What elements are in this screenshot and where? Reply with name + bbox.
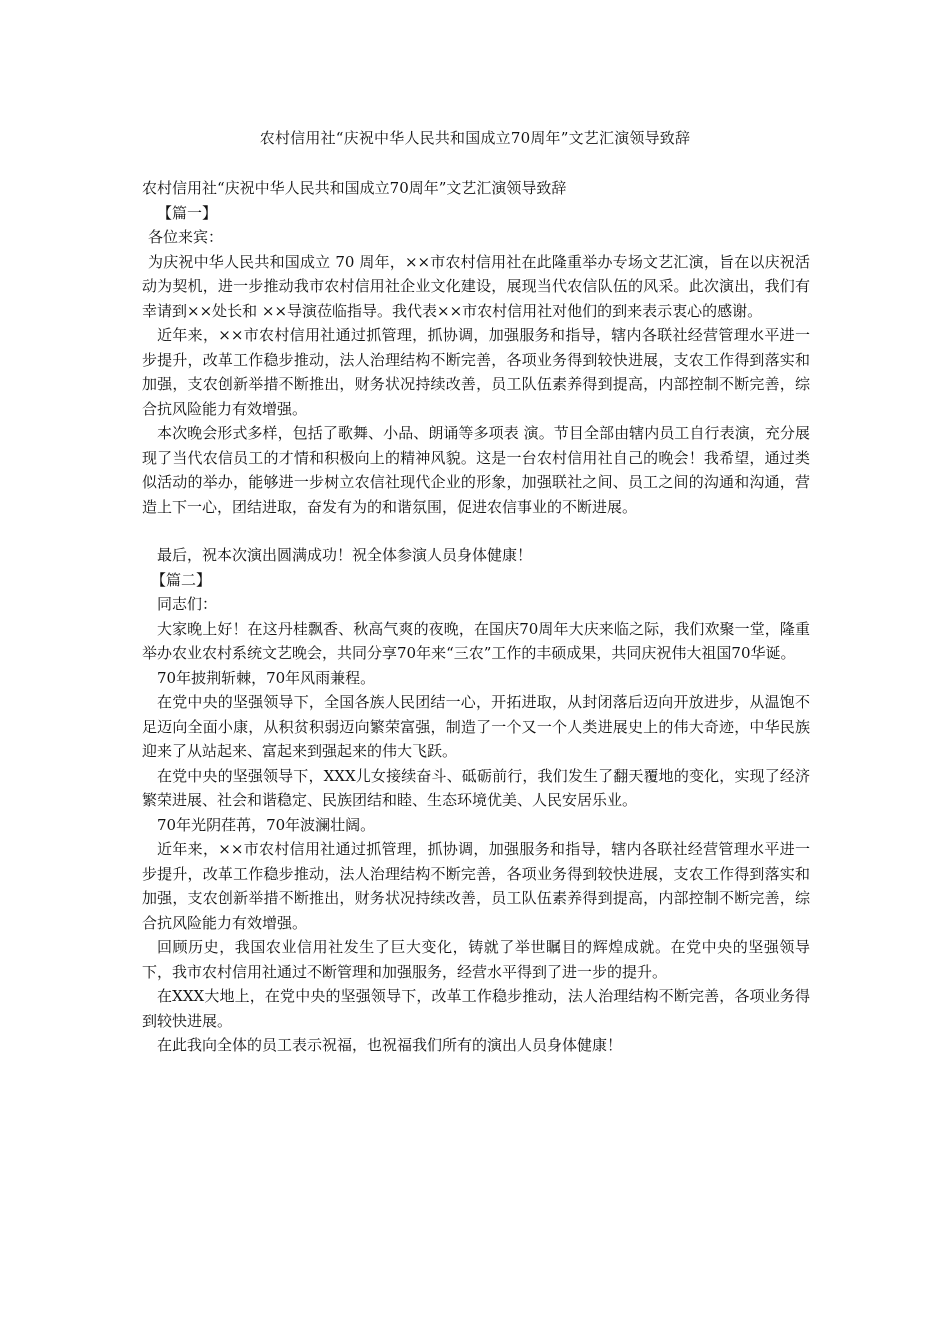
part2-paragraph: 70年光阴荏苒，70年波澜壮阔。 (157, 815, 376, 834)
part1-salutation: 各位来宾： (148, 228, 224, 246)
document-title: 农村信用社“庆祝中华人民共和国成立70周年”文艺汇演领导致辞 (259, 129, 691, 147)
part2-paragraph: 在党中央的坚强领导下，XXX儿女接续奋斗、砥砺前行，我们发生了翻天覆地的变化，实现了经济繁荣进展、社会和谐稳定、民族团结和睦、生态环境优美、人民安居乐业。 (142, 766, 810, 809)
part2-paragraph: 大家晚上好！在这丹桂飘香、秋高气爽的夜晚，在国庆70周年大庆来临之际，我们欢聚一堂，隆重举办农业农村系统文艺晚会，共同分享70年来“三农”工作的丰硕成果，共同庆祝伟大祖国70华诞。 (142, 619, 810, 662)
part2-heading: 【篇二】 (151, 570, 212, 589)
part2-paragraph: 近年来，××市农村信用社通过抓管理，抓协调，加强服务和指导，辖内各联社经营管理水平进一步提升，改革工作稳步推动，法人治理结构不断完善，各项业务得到较快进展，支农工作得到落实和加强，支农创新举措不断推出，财务状况持续改善，员工队伍素养得到提高，内部控制不断完善，综合抗风险能力有效增强。 (142, 840, 810, 932)
part2-paragraph: 在党中央的坚强领导下，全国各族人民团结一心，开拓进取，从封闭落后迈向开放进步，从温饱不足迈向全面小康，从积贫积弱迈向繁荣富强，制造了一个又一个人类进展史上的伟大奇迹，中华民族迎来了从站起来、富起来到强起来的伟大飞跃。 (142, 693, 810, 760)
part2-paragraph: 在XXX大地上，在党中央的坚强领导下，改革工作稳步推动，法人治理结构不断完善，各项业务得到较快进展。 (142, 987, 810, 1030)
document-subtitle: 农村信用社“庆祝中华人民共和国成立70周年”文艺汇演领导致辞 (142, 179, 567, 197)
part2-paragraph: 在此我向全体的员工表示祝福，也祝福我们所有的演出人员身体健康！ (157, 1036, 623, 1054)
part2-paragraph: 70年披荆斩棘，70年风雨兼程。 (157, 668, 376, 687)
part1-paragraph: 近年来，××市农村信用社通过抓管理，抓协调，加强服务和指导，辖内各联社经营管理水平进一步提升，改革工作稳步推动，法人治理结构不断完善，各项业务得到较快进展，支农工作得到落实和加强，支农创新举措不断推出，财务状况持续改善，员工队伍素养得到提高，内部控制不断完善，综合抗风险能力有效增强。 (142, 326, 810, 418)
paragraph-spacer (142, 519, 810, 543)
part1-heading: 【篇一】 (157, 203, 218, 222)
part1-closing: 最后，祝本次演出圆满成功！祝全体参演人员身体健康！ (157, 546, 533, 564)
part2-paragraph: 回顾历史，我国农业信用社发生了巨大变化，铸就了举世瞩目的辉煌成就。在党中央的坚强领导下，我市农村信用社通过不断管理和加强服务，经营水平得到了进一步的提升。 (142, 938, 810, 981)
part1-paragraph: 本次晚会形式多样，包括了歌舞、小品、朗诵等多项表 演。节目全部由辖内员工自行表演，充分展现了当代农信员工的才情和积极向上的精神风貌。这是一台农村信用社自己的晚会！我希望，通过类似活动的举办，能够进一步树立农信社现代企业的形象，加强联社之间、员工之间的沟通和沟通，营造上下一心，团结进取，奋发有为的和谐氛围，促进农信事业的不断进展。 (142, 424, 810, 516)
part2-salutation: 同志们： (157, 595, 218, 613)
part1-paragraph: 为庆祝中华人民共和国成立 70 周年，××市农村信用社在此隆重举办专场文艺汇演，旨在以庆祝活动为契机，进一步推动我市农村信用社企业文化建设，展现当代农信队伍的风采。此次演出，我们有幸请到××处长和 ××导演莅临指导。我代表××市农村信用社对他们的到来表示衷心的感谢。 (142, 252, 810, 320)
document-body (142, 176, 810, 1058)
